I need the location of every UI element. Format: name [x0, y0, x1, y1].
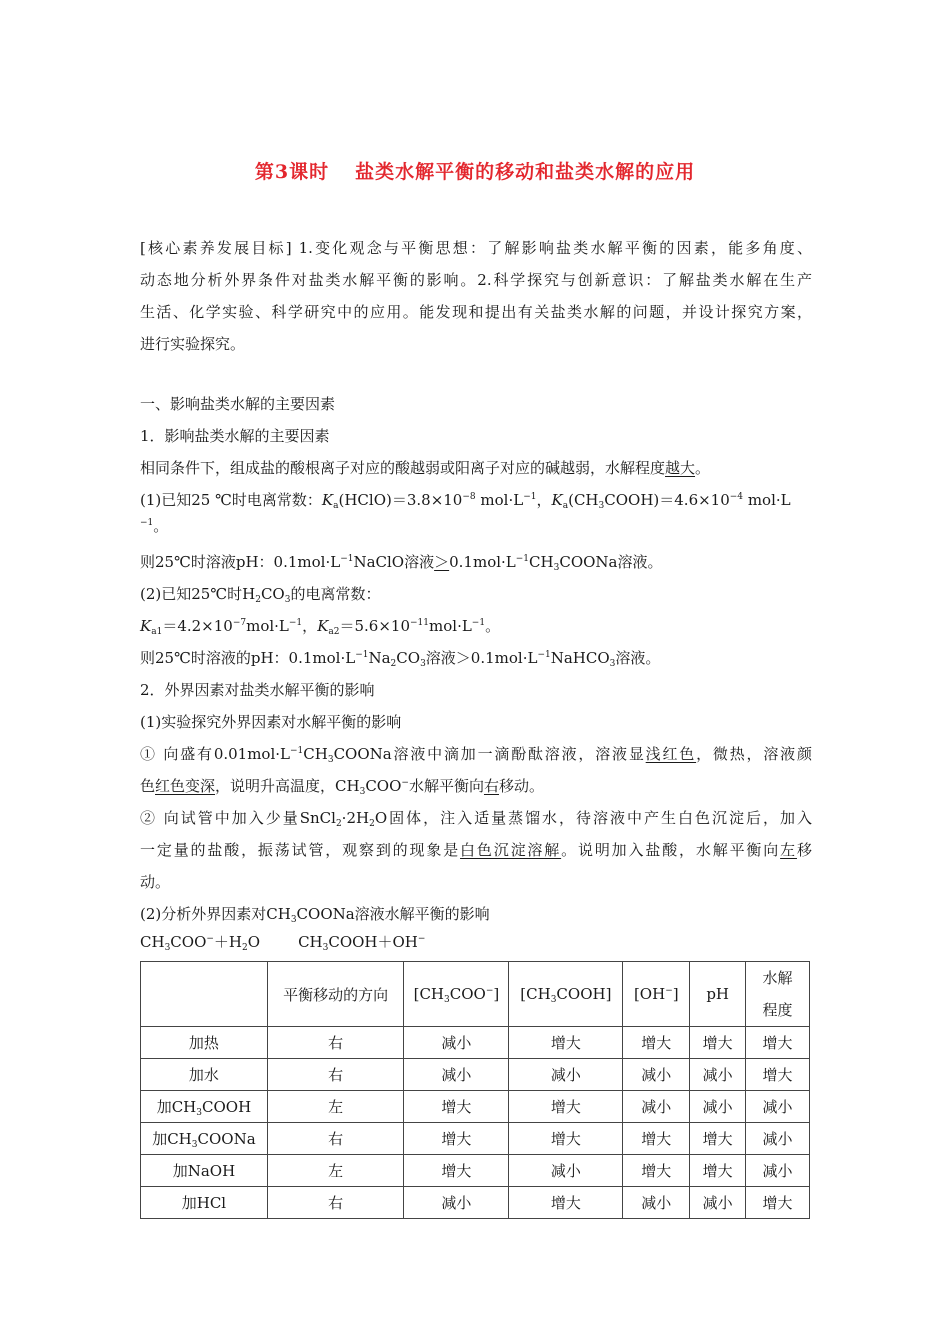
table-cell: 增大 — [404, 1091, 509, 1123]
table-cell: 增大 — [404, 1155, 509, 1187]
objectives-line-2: 动态地分析外界条件对盐类水解平衡的影响。2.科学探究与创新意识：了解盐类水解在生产 — [140, 271, 812, 289]
table-cell: 增大 — [623, 1155, 690, 1187]
table-cell: 增大 — [509, 1123, 623, 1155]
table-row — [141, 1091, 810, 1123]
title-lesson-number: 第3课时 — [254, 161, 330, 183]
table-cell-condition: 加热 — [141, 1027, 268, 1059]
table-cell: 减小 — [509, 1155, 623, 1187]
paragraph-main-factors: 相同条件下，组成盐的酸根离子对应的酸越弱或阳离子对应的碱越弱，水解程度越大。 — [140, 459, 711, 477]
answer-blank: 左 — [780, 841, 797, 859]
analysis-heading: (2)分析外界因素对$CH_3COONa$溶液水解平衡的影响 — [140, 905, 490, 925]
experiment-1-line-2: 色红色变深，说明升高温度，$CH_3COO^-$水解平衡向右移动。 — [140, 777, 544, 797]
table-cell: 增大 — [690, 1155, 746, 1187]
page-title — [0, 157, 950, 184]
objectives-line-3: 生活、化学实验、科学研究中的应用。能发现和提出有关盐类水解的问题，并设计探究方案， — [140, 303, 812, 321]
answer-blank: 浅红色 — [645, 745, 697, 763]
table-cell: 左 — [267, 1155, 404, 1187]
table-row — [141, 1059, 810, 1091]
table-cell: 增大 — [623, 1123, 690, 1155]
table-header-cell: pH — [690, 962, 746, 1027]
experiment-2-line-2: 一定量的盐酸，振荡试管，观察到的现象是白色沉淀溶解。说明加入盐酸，水解平衡向左移 — [140, 841, 812, 859]
experiment-1-line-1: ① 向盛有$0.01mol\cdot L^{-1}CH_3COONa$溶液中滴加一滴酚酞溶液，溶液显浅红色，微热，溶液颜 — [140, 745, 812, 765]
subheading-main-factors: 1．影响盐类水解的主要因素 — [140, 427, 330, 445]
question-1-answer: 则25℃时溶液pH：$0.1mol\cdot L^{-1}NaClO$溶液$>0.1mol\cdot L^{-1}CH_3COONa$溶液。 — [140, 553, 663, 573]
table-cell: 减小 — [404, 1027, 509, 1059]
question-1-wrap: $^{-1}$。 — [140, 517, 169, 535]
question-2-constants: $K_{a1}=4.2\times 10^{-7}mol\cdot L^{-1}$，$K_{a2}=5.6\times 10^{-11}mol\cdot L^{-1}$。 — [140, 617, 501, 637]
question-2-line: (2)已知25℃时$H_2CO_3$的电离常数： — [140, 585, 381, 605]
objectives-line-1: [核心素养发展目标] 1.变化观念与平衡思想：了解影响盐类水解平衡的因素，能多角度、 — [140, 239, 812, 257]
table-cell: 减小 — [404, 1187, 509, 1219]
experiment-2-line-3: 动。 — [140, 873, 171, 891]
hydrolysis-factors-table — [140, 961, 810, 1219]
table-header-cell: [OH−] — [623, 962, 690, 1027]
table-cell: 右 — [267, 1059, 404, 1091]
subheading-external-factors: 2．外界因素对盐类水解平衡的影响 — [140, 681, 375, 699]
table-cell: 减小 — [746, 1123, 810, 1155]
answer-blank: 白色沉淀溶解 — [460, 841, 562, 859]
table-cell: 增大 — [509, 1187, 623, 1219]
table-cell: 左 — [267, 1091, 404, 1123]
question-2-answer: 则25℃时溶液的pH：$0.1mol\cdot L^{-1}Na_2CO_3$溶液$>0.1mol\cdot L^{-1}NaHCO_3$溶液。 — [140, 649, 661, 669]
table-cell: 增大 — [404, 1123, 509, 1155]
table-cell-condition: 加水 — [141, 1059, 268, 1091]
table-cell: 右 — [267, 1027, 404, 1059]
table-row — [141, 1123, 810, 1155]
table-cell: 增大 — [509, 1091, 623, 1123]
answer-blank: 红色变深 — [155, 777, 216, 795]
table-cell: 减小 — [746, 1091, 810, 1123]
table-header-cell: $[CH_3COOH]$ — [509, 962, 623, 1027]
hydrolysis-equation: $CH_3COO^-+H_2O$ $CH_3COOH+OH^-$ — [140, 933, 426, 953]
table-row — [141, 1155, 810, 1187]
table-cell: 减小 — [623, 1059, 690, 1091]
table-cell: 增大 — [509, 1027, 623, 1059]
answer-blank: 右 — [483, 777, 499, 795]
table-cell: 减小 — [509, 1059, 623, 1091]
table-cell: 增大 — [690, 1027, 746, 1059]
question-1-line: (1)已知25 ℃时电离常数：$K_a(HClO)=3.8\times 10^{-8}$ $mol\cdot L^{-1}$，$K_a(CH_3COOH)=4.6\times 10^{-4}$ mol·L — [140, 491, 791, 511]
section-heading: 一、影响盐类水解的主要因素 — [140, 395, 336, 413]
table-cell: 减小 — [690, 1187, 746, 1219]
title-topic: 盐类水解平衡的移动和盐类水解的应用 — [355, 161, 696, 183]
table-cell: 减小 — [623, 1091, 690, 1123]
experiment-heading: (1)实验探究外界因素对水解平衡的影响 — [140, 713, 402, 731]
table-header-cell: 水解 程度 — [746, 962, 810, 1027]
experiment-2-line-1: ② 向试管中加入少量$SnCl_2\cdot 2H_2O$固体，注入适量蒸馏水，待溶液中产生白色沉淀后，加入 — [140, 809, 812, 829]
table-cell: 增大 — [746, 1187, 810, 1219]
table-cell: 减小 — [404, 1059, 509, 1091]
table-cell-condition: 加HCl — [141, 1187, 268, 1219]
table-header-row — [141, 962, 810, 1027]
table-cell: 减小 — [746, 1155, 810, 1187]
table-cell: 增大 — [690, 1123, 746, 1155]
table-cell: 增大 — [623, 1027, 690, 1059]
table-cell-condition: 加$CH_3COOH$ — [141, 1091, 268, 1123]
answer-blank: ＞ — [434, 553, 450, 571]
table-cell: 减小 — [623, 1187, 690, 1219]
table-header-cell: $[CH_3COO^-]$ — [404, 962, 509, 1027]
table-cell-condition: 加NaOH — [141, 1155, 268, 1187]
table-cell: 增大 — [746, 1027, 810, 1059]
table-row — [141, 1027, 810, 1059]
objectives-line-4: 进行实验探究。 — [140, 335, 246, 353]
answer-blank: 越大 — [665, 459, 696, 477]
table-cell: 减小 — [690, 1059, 746, 1091]
table-row — [141, 1187, 810, 1219]
table-header-cell: 平衡移动的方向 — [267, 962, 404, 1027]
table-cell: 减小 — [690, 1091, 746, 1123]
table-cell: 右 — [267, 1123, 404, 1155]
table-header-cell — [141, 962, 268, 1027]
table-cell: 增大 — [746, 1059, 810, 1091]
table-cell-condition: 加$CH_3COONa$ — [141, 1123, 268, 1155]
table-cell: 右 — [267, 1187, 404, 1219]
